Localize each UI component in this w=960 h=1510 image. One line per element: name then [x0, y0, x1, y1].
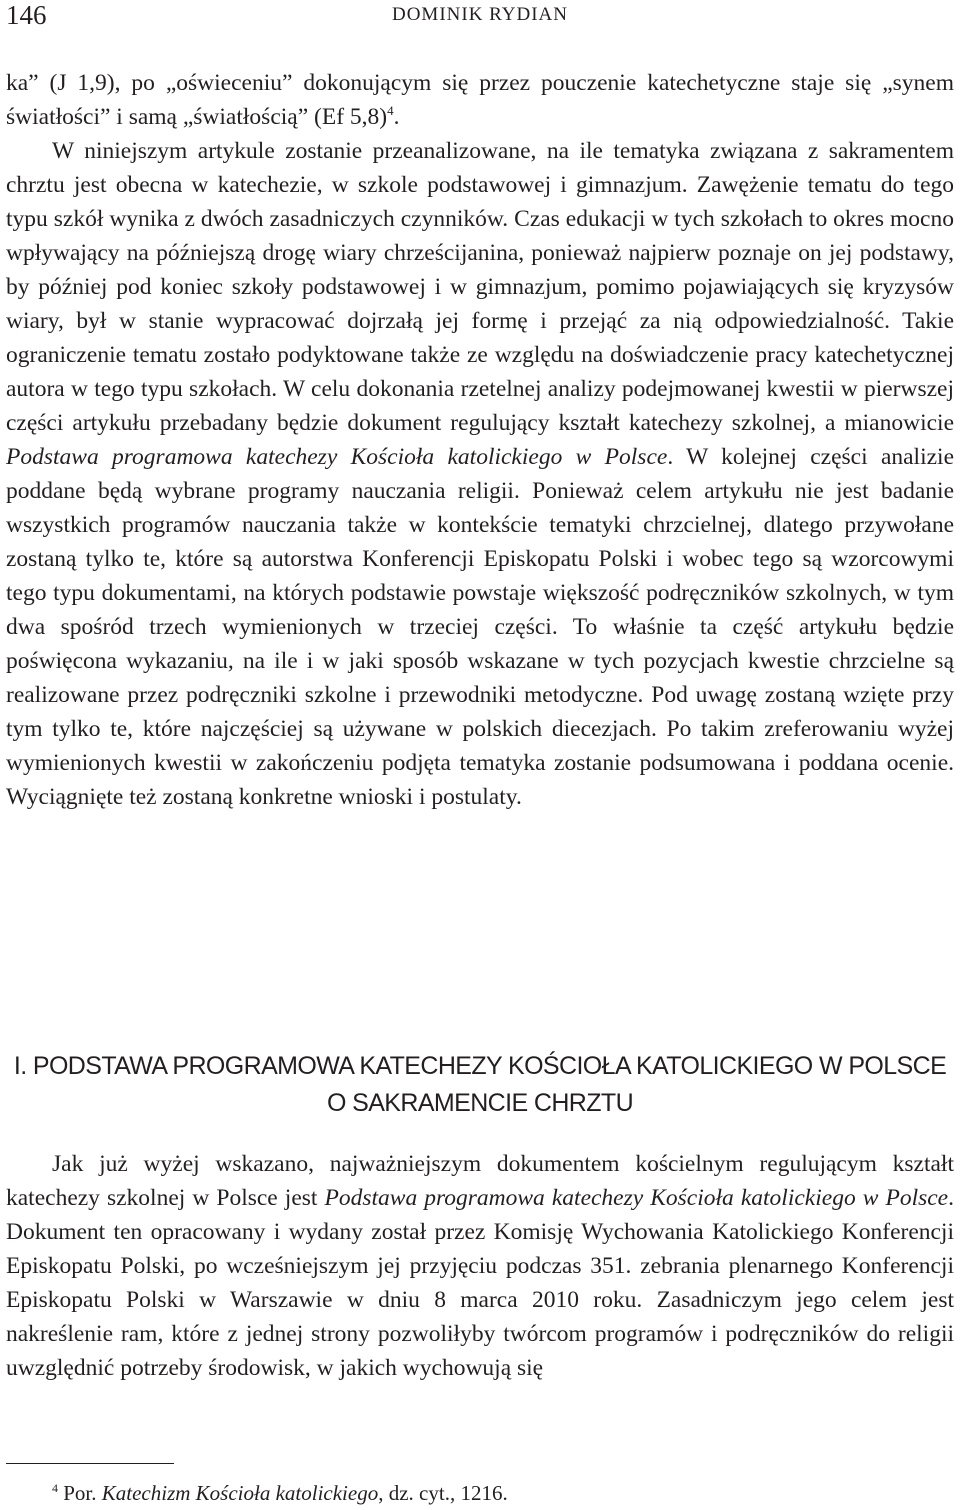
section-heading-line: I. PODSTAWA PROGRAMOWA KATECHEZY KOŚCIOŁA KATOLICKIEGO W POLSCE [13, 1052, 947, 1080]
footnote-reference: 4 [387, 103, 394, 118]
running-head: DOMINIK RYDIAN [391, 4, 569, 25]
footnote-text: Por. [58, 1481, 102, 1505]
paragraph-text: Jak już wyżej wskazano, najważniejszym dokumentem kościelnym regulującym kształt katechezy szkolnej w Polsce jest [6, 1151, 954, 1211]
section-heading [6, 1048, 954, 1122]
document-title: Podstawa programowa katechezy Kościoła katolickiego w Polsce [324, 1185, 949, 1211]
section-text [6, 1147, 954, 1385]
footnote-number: 4 [52, 1481, 58, 1495]
footnote-title: Katechizm Kościoła katolickiego [101, 1481, 379, 1505]
paragraph-text: ka” (J 1,9), po „oświeceniu” dokonującym się przez pouczenie katechetyczne staje się „synem światłości” i samą „światłością” (Ef 5,8) [6, 70, 954, 130]
document-title: Podstawa programowa katechezy Kościoła katolickiego w Polsce [6, 444, 668, 470]
main-text [6, 66, 954, 814]
paragraph-continuation [6, 66, 954, 134]
page-number: 146 [6, 0, 47, 30]
footnote [52, 1480, 954, 1506]
section-heading-line: O SAKRAMENCIE CHRZTU [326, 1089, 634, 1117]
paragraph-text: . [393, 104, 400, 130]
paragraph-section [6, 1147, 954, 1385]
paragraph-text: . Dokument ten opracowany i wydany został przez Komisję Wychowania Katolickiego Konferencji Episkopatu Polski, po wcześniejszym jej przyjęciu podczas 351. zebrania plenarnego Konferencji Episkopatu Polski w Warszawie w dniu 8 marca 2010 roku. Zasadniczym jego celem jest nakreślenie ram, które z jednej strony pozwoliłyby twórcom programów i podręczników do religii uwzględnić potrzeby środowisk, w jakich wychowują się [6, 1185, 954, 1381]
paragraph-text: . W kolejnej części analizie poddane będą wybrane programy nauczania religii. Ponieważ celem artykułu nie jest badanie wszystkich programów nauczania także w kontekście tematyki chrzcielnej, dlatego przywołane zostaną tylko te, które są autorstwa Konferencji Episkopatu Polski i wobec tego są wzorcowymi tego typu dokumentami, na których podstawie powstaje większość podręczników szkolnych, w tym dwa spośród trzech wymienionych w trzeciej części. To właśnie ta część artykułu będzie poświęcona wykazaniu, na ile i w jaki sposób wskazane w tych pozycjach kwestie chrzcielne są realizowane przez podręczniki szkolne i przewodniki metodyczne. Pod uwagę zostaną wzięte przy tym tylko te, które najczęściej są używane w polskich diecezjach. Po takim zreferowaniu wyżej wymienionych kwestii w zakończeniu podjęta tematyka zostanie podsumowana i poddana ocenie. Wyciągnięte też zostaną konkretne wnioski i postulaty. [6, 444, 955, 810]
page-header [6, 0, 954, 40]
paragraph-text: W niniejszym artykule zostanie przeanalizowane, na ile tematyka związana z sakramentem chrztu jest obecna w katechezie, w szkole podstawowej i gimnazjum. Zawężenie tematu do tego typu szkół wynika z dwóch zasadniczych czynników. Czas edukacji w tych szkołach to okres mocno wpływający na późniejszą drogę wiary chrześcijanina, ponieważ najpierw poznaje on jej podstawy, by później pod koniec szkoły podstawowej i w gimnazjum, pomimo pojawiających się kryzysów wiary, był w stanie wypracować dojrzałą jej formę i przejąć za nią odpowiedzialność. Takie ograniczenie tematu zostało podyktowane także ze względu na doświadczenie pracy katechetycznej autora w tego typu szkołach. W celu dokonania rzetelnej analizy podejmowanej kwestii w pierwszej części artykułu przebadany będzie dokument regulujący kształt katechezy szkolnej, a mianowicie [6, 138, 954, 436]
footnote-text: , dz. cyt., 1216. [378, 1481, 508, 1505]
footnote-divider [6, 1463, 174, 1464]
paragraph-intro [6, 134, 954, 814]
